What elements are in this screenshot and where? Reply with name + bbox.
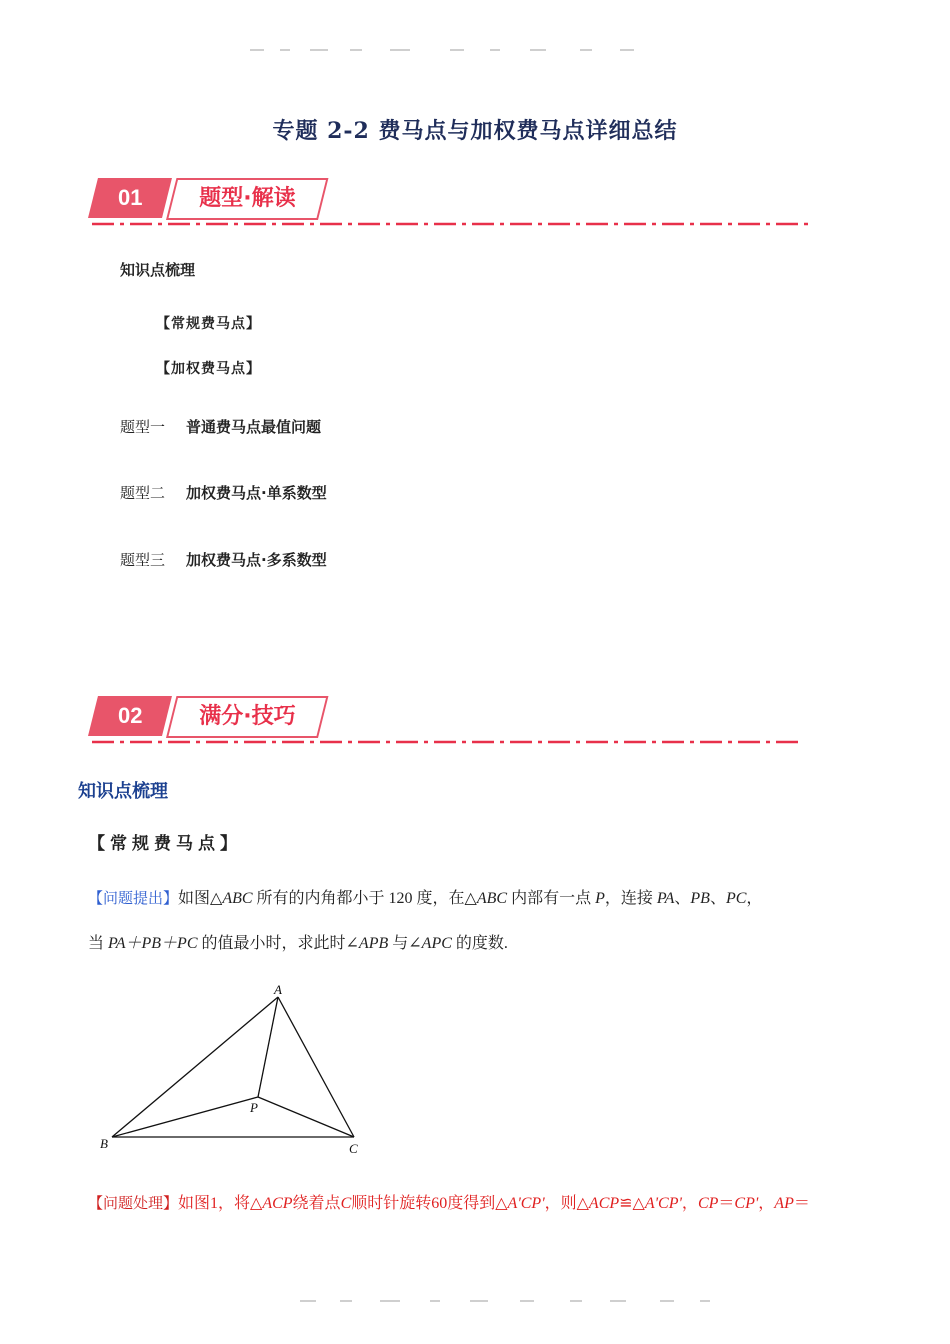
scan-artifact-top — [250, 48, 650, 52]
section-number-badge: 01 — [88, 178, 172, 218]
problem-tag: 【问题提出】 — [88, 889, 179, 907]
toc-item-text: 普通费马点最值问题 — [186, 418, 322, 436]
section-header-2 — [88, 696, 818, 756]
problem-line-2: 当 PA＋PB＋PC 的值最小时，求此时∠APB 与∠APC 的度数. — [88, 935, 508, 952]
dash-divider — [88, 222, 818, 226]
toc-item-label: 题型一 — [120, 418, 166, 436]
vertex-label-c: C — [349, 1141, 358, 1156]
toc-item-2[interactable] — [120, 482, 327, 503]
regular-fermat-subhead: 【常规费马点】 — [88, 834, 242, 854]
section-number-badge: 02 — [88, 696, 172, 736]
toc-item-3[interactable] — [120, 549, 327, 570]
dash-divider — [88, 740, 818, 744]
scan-artifact-bottom — [300, 1299, 720, 1303]
vertex-label-a: A — [274, 982, 282, 997]
section-title-tag: 题型·解读 — [166, 178, 328, 220]
toc-item-label: 题型二 — [120, 484, 166, 502]
problem-line-1: 【问题提出】如图△ABC 所有的内角都小于 120 度，在△ABC 内部有一点 P，连接 PA、PB、PC， — [88, 889, 763, 907]
page-title: 专题 2-2 费马点与加权费马点详细总结 — [272, 118, 678, 144]
process-tag: 【问题处理】 — [88, 1194, 179, 1212]
toc-sub-weighted: 【加权费马点】 — [156, 361, 261, 377]
toc-item-text: 加权费马点·单系数型 — [186, 484, 327, 502]
section-header-1 — [88, 178, 818, 238]
triangle-figure — [96, 980, 376, 1160]
section-title-tag: 满分·技巧 — [166, 696, 328, 738]
toc-sub-regular: 【常规费马点】 — [156, 316, 261, 332]
toc-heading: 知识点梳理 — [120, 261, 196, 279]
toc-item-text: 加权费马点·多系数型 — [186, 551, 327, 569]
toc-item-1[interactable] — [120, 416, 321, 437]
knowledge-heading: 知识点梳理 — [78, 781, 168, 802]
vertex-label-b: B — [100, 1136, 108, 1151]
toc-item-label: 题型三 — [120, 551, 166, 569]
point-label-p: P — [250, 1100, 258, 1115]
process-line: 【问题处理】如图1，将△ACP绕着点C顺时针旋转60度得到△A'CP'，则△ACP≌△A'CP'，CP＝CP'，AP＝ — [88, 1194, 810, 1212]
